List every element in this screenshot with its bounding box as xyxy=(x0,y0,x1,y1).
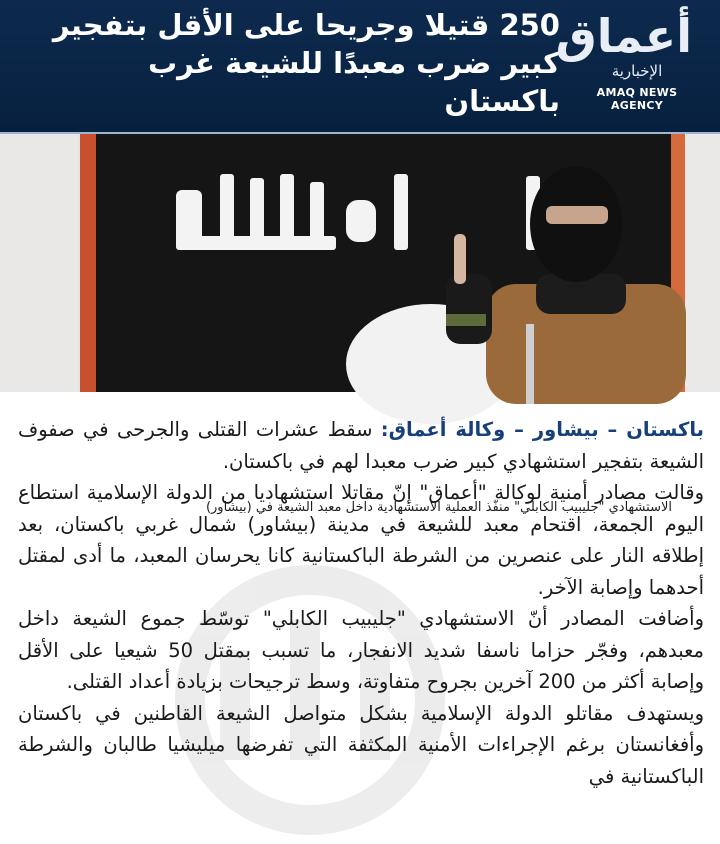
logo-english: AMAQ NEWS AGENCY xyxy=(596,86,678,112)
headline-line: 250 قتيلا وجريحا على الأقل بتفجير xyxy=(52,8,560,42)
black-flag xyxy=(80,134,685,392)
article-body xyxy=(18,414,704,792)
logo-arabic: أعماق xyxy=(555,9,692,63)
article-paragraph xyxy=(18,414,704,477)
headline-line: كبير ضرب معبدًا للشيعة غرب xyxy=(147,46,560,80)
photo-caption: الاستشهادي "جليبيب الكابلي" منفّذ العملية الاستشهادية داخل معبد الشيعة في (بيشاور) xyxy=(205,500,672,515)
article-paragraph: وقالت مصادر أمنية لوكالة "أعماق" إنّ مقاتلا استشهاديا من الدولة الإسلامية استطاع اليوم الجمعة، اقتحام معبد للشيعة في مدينة (بيشاور) شمال غربي باكستان، بعد إطلاقه النار على عنصرين من الشرطة الباكستانية كانا يحرسان المعبد، ما أدى لمقتل أحدهما وإصابة الآخر. xyxy=(18,481,704,599)
headline-line: باكستان xyxy=(444,84,560,118)
headline xyxy=(20,6,560,120)
article-paragraph: وأضافت المصادر أنّ الاستشهادي "جليبيب الكابلي" توسّط جموع الشيعة داخل معبدهم، وفجّر حزاما ناسفا شديد الانفجار، ما تسبب بمقتل 50 شيعيا على الأقل وإصابة أكثر من 200 آخرين بجروح متفاوتة، وسط ترجيحات بزيادة أعداد القتلى. xyxy=(18,607,705,693)
paragraph-text: سقط عشرات القتلى والجرحى في صفوف الشيعة بتفجير استشهادي كبير ضرب معبدا لهم في باكستان. xyxy=(18,418,704,473)
article-paragraph: ويستهدف مقاتلو الدولة الإسلامية بشكل متواصل الشيعة القاطنين في باكستان وأفغانستان برغم الإجراءات الأمنية المكثفة التي تفرضها ميليشيا طالبان والشرطة الباكستانية في xyxy=(18,701,704,788)
wall-left xyxy=(0,134,78,392)
logo-subtitle: الإخبارية xyxy=(611,62,663,80)
header-banner xyxy=(0,0,720,134)
dateline: باكستان – بيشاور – وكالة أعماق: xyxy=(380,418,704,441)
agency-logo xyxy=(555,6,702,116)
masked-person-icon xyxy=(426,154,696,394)
